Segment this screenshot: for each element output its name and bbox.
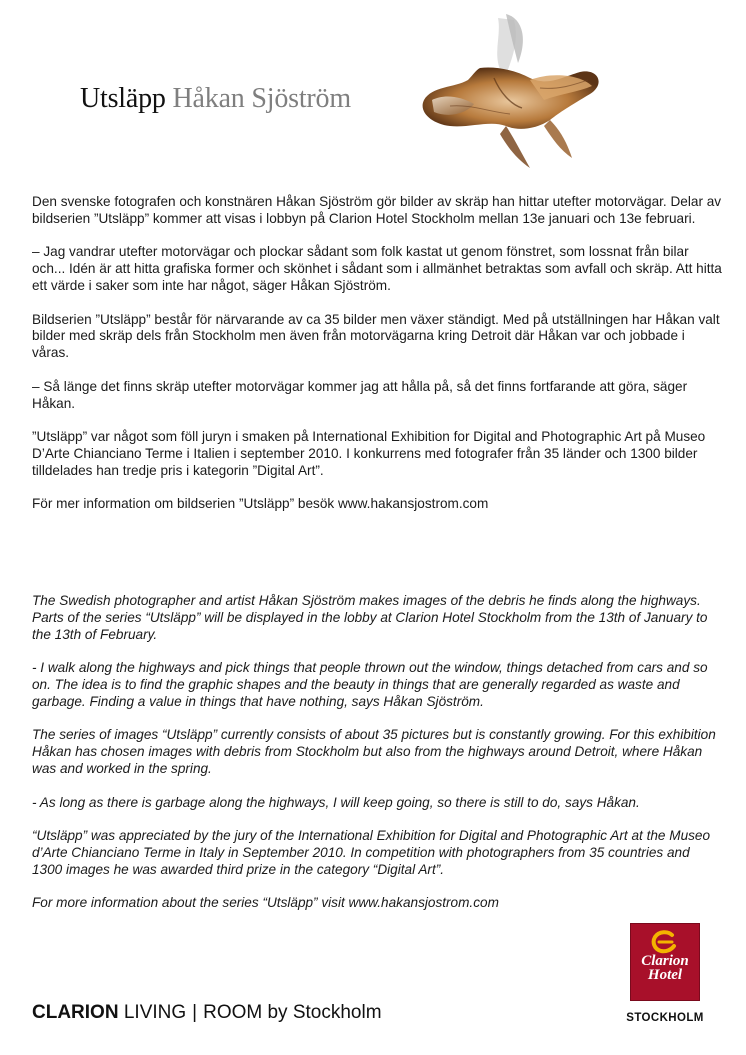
logo-word-clarion: Clarion (641, 953, 689, 969)
brand-clarion: CLARION (32, 1002, 119, 1023)
logo-city: STOCKHOLM (626, 1012, 704, 1024)
english-paragraph: The Swedish photographer and artist Håkan Sjöström makes images of the debris he finds along the highways. Parts of the series “Utsläpp” will be displayed in the lobby at Clarion Hotel Stockholm from the 13th of January to the 13th of February. (32, 593, 708, 642)
logo-word-hotel: Hotel (647, 967, 683, 983)
english-text (32, 593, 722, 929)
swedish-paragraph: ”Utsläpp” var något som föll juryn i smaken på International Exhibition for Digital and Photographic Art på Museo D’Arte Chianciano Terme i Italien i september 2010. I konkurrens med fotografer från 35 länder och 1300 bilder tilldelades han tredje pris i kategorin ”Digital Art”. (32, 429, 706, 478)
swedish-paragraph: – Så länge det finns skräp utefter motorvägar kommer jag att hålla på, så det finns fortfarande att göra, säger Håkan. (32, 378, 688, 411)
swedish-paragraph: För mer information om bildserien ”Utsläpp” besök www.hakansjostrom.com (32, 496, 489, 512)
english-paragraph: - I walk along the highways and pick things that people thrown out the window, things detached from cars and so on. The idea is to find the graphic shapes and the beauty in things that are generally regarded as waste and garbage. Finding a value in things that have nothing, says Håkan Sjöström. (32, 660, 708, 709)
debris-photo (410, 8, 610, 178)
clarion-c-icon (650, 930, 680, 954)
title-artist: Håkan Sjöström (172, 83, 351, 114)
english-paragraph: For more information about the series “Utsläpp” visit www.hakansjostrom.com (32, 895, 499, 911)
english-paragraph: The series of images “Utsläpp” currently consists of about 35 pictures but is constantly growing. For this exhibition Håkan has chosen images with debris from Stockholm but also from the highways around Detroit, where Håkan was and worked in the spring. (32, 727, 716, 776)
brand-room: ROOM by Stockholm (203, 1002, 382, 1023)
swedish-text (32, 194, 722, 530)
swedish-paragraph: Bildserien ”Utsläpp” består för närvarande av ca 35 bilder men växer ständigt. Med på utställningen har Håkan valt bilder med skräp dels från Stockholm men även från motorvägarna kring Detroit där Håkan var och jobbade i våras. (32, 311, 720, 361)
footer-brand (32, 1001, 382, 1025)
english-paragraph: - As long as there is garbage along the highways, I will keep going, so there is still to do, says Håkan. (32, 794, 640, 810)
brand-living: LIVING (123, 1002, 187, 1023)
swedish-paragraph: – Jag vandrar utefter motorvägar och plockar sådant som folk kastat ut genom fönstret, som lossnat från bilar och... Idén är att hitta grafiska former och skönhet i sådant som i allmänhet betraktas som avfall och skräp. Att hitta ett värde i saker som inte har något, säger Håkan Sjöström. (32, 244, 722, 293)
title-series: Utsläpp (80, 83, 166, 114)
clarion-hotel-logo (630, 923, 700, 1001)
brand-separator: | (192, 1002, 198, 1023)
english-paragraph: “Utsläpp” was appreciated by the jury of the International Exhibition for Digital and Photographic Art at the Museo d’Arte Chianciano Terme in Italy in September 2010. In competition with photographers from 35 countries and 1300 images he was awarded third prize in the category “Digital Art”. (32, 828, 711, 877)
page-title (80, 82, 351, 116)
swedish-paragraph: Den svenske fotografen och konstnären Håkan Sjöström gör bilder av skräp han hittar utefter motorvägar. Delar av bildserien ”Utsläpp” kommer att visas i lobbyn på Clarion Hotel Stockholm mellan 13e januari och 13e februari. (32, 194, 722, 226)
